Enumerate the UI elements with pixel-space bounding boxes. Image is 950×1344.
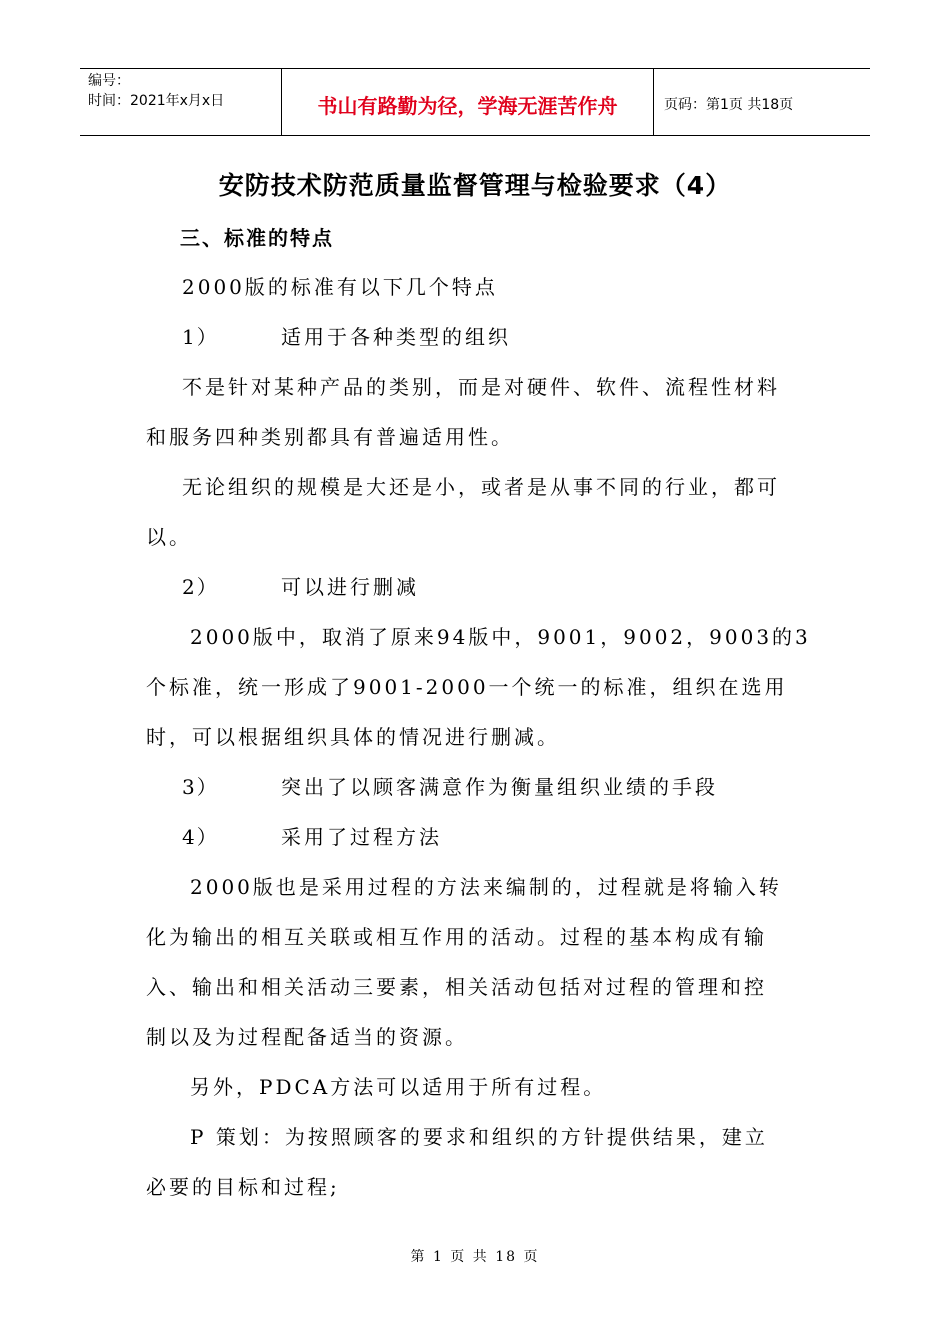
list-item-number: 1）: [182, 325, 219, 349]
paragraph-line: 入、输出和相关活动三要素，相关活动包括对过程的管理和控: [146, 975, 767, 999]
paragraph-line: 时，可以根据组织具体的情况进行删减。: [146, 725, 560, 749]
paragraph-line: 以。: [146, 525, 192, 549]
document-header: [80, 68, 870, 136]
document-code-label: 编号：: [88, 73, 130, 89]
paragraph-line: 另外，PDCA方法可以适用于所有过程。: [190, 1075, 607, 1099]
paragraph-line: 无论组织的规模是大还是小，或者是从事不同的行业，都可: [182, 475, 780, 499]
header-motto: 书山有路勤为径，学海无涯苦作舟: [282, 69, 654, 135]
list-item-number: 4）: [182, 825, 219, 849]
paragraph-line: 2000版的标准有以下几个特点: [182, 275, 498, 299]
list-item-text: 适用于各种类型的组织: [281, 325, 511, 349]
paragraph-line: 化为输出的相互关联或相互作用的活动。过程的基本构成有输: [146, 925, 767, 949]
header-meta-cell: [80, 69, 282, 135]
paragraph-line: 和服务四种类别都具有普遍适用性。: [146, 425, 514, 449]
section-heading: 三、标准的特点: [180, 226, 334, 250]
list-item-text: 可以进行删减: [281, 575, 419, 599]
paragraph-line: 制以及为过程配备适当的资源。: [146, 1025, 468, 1049]
paragraph-line: 2000版中，取消了原来94版中，9001，9002，9003的3: [190, 625, 811, 649]
paragraph-line: 2000版也是采用过程的方法来编制的，过程就是将输入转: [190, 875, 782, 899]
paragraph-line: P 策划：为按照顾客的要求和组织的方针提供结果，建立: [190, 1125, 768, 1149]
paragraph-line: 不是针对某种产品的类别，而是对硬件、软件、流程性材料: [182, 375, 780, 399]
list-item-text: 采用了过程方法: [281, 825, 442, 849]
page-footer: 第 1 页 共 18 页: [410, 1249, 540, 1265]
document-title: 安防技术防范质量监督管理与检验要求（4）: [218, 171, 732, 200]
document-time-label: 时间：2021年x月x日: [88, 93, 225, 109]
header-page-info: 页码：第1页 共18页: [664, 97, 794, 113]
list-item-text: 突出了以顾客满意作为衡量组织业绩的手段: [281, 775, 718, 799]
paragraph-line: 个标准，统一形成了9001-2000一个统一的标准，组织在选用: [146, 675, 788, 699]
list-item-number: 3）: [182, 775, 219, 799]
paragraph-line: 必要的目标和过程;: [146, 1175, 340, 1199]
list-item-number: 2）: [182, 575, 219, 599]
